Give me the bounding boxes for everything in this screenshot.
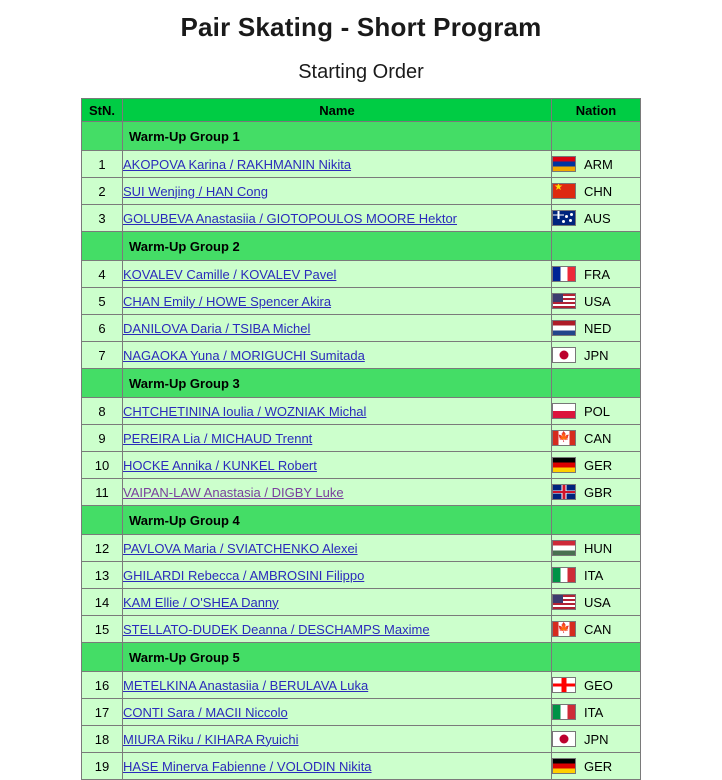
starting-order-table xyxy=(81,98,641,780)
skater-name-link[interactable]: STELLATO-DUDEK Deanna / DESCHAMPS Maxime xyxy=(123,621,430,637)
nation-code: FRA xyxy=(584,266,610,282)
skater-name-link[interactable]: NAGAOKA Yuna / MORIGUCHI Sumitada xyxy=(123,347,365,363)
table-body xyxy=(82,122,641,780)
nation-code: GEO xyxy=(584,677,613,693)
header-row xyxy=(82,99,641,122)
flag-icon xyxy=(552,594,576,610)
flag-icon xyxy=(552,266,576,282)
skater-name-link[interactable]: SUI Wenjing / HAN Cong xyxy=(123,183,268,199)
skater-name-cell xyxy=(123,261,552,288)
warm-up-group-label: Warm-Up Group 2 xyxy=(123,232,552,261)
warm-up-group-label: Warm-Up Group 3 xyxy=(123,369,552,398)
skater-name-link[interactable]: CHTCHETININA Ioulia / WOZNIAK Michal xyxy=(123,403,367,419)
page-title: Pair Skating - Short Program xyxy=(180,12,542,42)
table-row xyxy=(82,753,641,780)
column-header-nation: Nation xyxy=(552,99,641,122)
group-row-nation-spacer xyxy=(552,643,641,672)
nation-content xyxy=(552,266,640,282)
skater-name-cell xyxy=(123,452,552,479)
start-number: 11 xyxy=(82,479,123,506)
table-row xyxy=(82,589,641,616)
skater-name-cell xyxy=(123,753,552,780)
flag-icon xyxy=(552,621,576,637)
group-row-nation-spacer xyxy=(552,232,641,261)
nation-content xyxy=(552,594,640,610)
nation-content xyxy=(552,758,640,774)
table-row xyxy=(82,479,641,506)
flag-icon xyxy=(552,403,576,419)
nation-content xyxy=(552,457,640,473)
start-number: 2 xyxy=(82,178,123,205)
group-row-spacer xyxy=(82,122,123,151)
table-row xyxy=(82,261,641,288)
nation-code: JPN xyxy=(584,731,609,747)
skater-name-cell xyxy=(123,151,552,178)
warm-up-group-row xyxy=(82,369,641,398)
skater-name-link[interactable]: KOVALEV Camille / KOVALEV Pavel xyxy=(123,266,337,282)
start-number: 18 xyxy=(82,726,123,753)
start-number: 12 xyxy=(82,535,123,562)
nation-content xyxy=(552,430,640,446)
nation-content xyxy=(552,731,640,747)
table-row xyxy=(82,535,641,562)
group-row-spacer xyxy=(82,506,123,535)
start-number: 13 xyxy=(82,562,123,589)
nation-cell xyxy=(552,562,641,589)
skater-name-link[interactable]: MIURA Riku / KIHARA Ryuichi xyxy=(123,731,299,747)
flag-icon xyxy=(552,731,576,747)
nation-code: GER xyxy=(584,457,613,473)
start-number: 14 xyxy=(82,589,123,616)
nation-code: AUS xyxy=(584,210,611,226)
nation-code: ITA xyxy=(584,567,604,583)
group-row-spacer xyxy=(82,232,123,261)
table-row xyxy=(82,151,641,178)
nation-content xyxy=(552,567,640,583)
start-number: 7 xyxy=(82,342,123,369)
flag-icon xyxy=(552,457,576,473)
table-row xyxy=(82,452,641,479)
nation-cell xyxy=(552,535,641,562)
table-row xyxy=(82,616,641,643)
table-row xyxy=(82,205,641,232)
nation-code: GER xyxy=(584,758,613,774)
start-number: 9 xyxy=(82,425,123,452)
starting-order-table-wrap xyxy=(81,98,641,780)
table-row xyxy=(82,398,641,425)
skater-name-cell xyxy=(123,535,552,562)
nation-cell xyxy=(552,342,641,369)
table-row xyxy=(82,315,641,342)
table-row xyxy=(82,342,641,369)
nation-content xyxy=(552,183,640,199)
nation-content xyxy=(552,484,640,500)
nation-code: USA xyxy=(584,594,611,610)
nation-cell xyxy=(552,452,641,479)
group-row-nation-spacer xyxy=(552,369,641,398)
skater-name-link[interactable]: AKOPOVA Karina / RAKHMANIN Nikita xyxy=(123,156,352,172)
flag-icon xyxy=(552,430,576,446)
skater-name-link[interactable]: GOLUBEVA Anastasiia / GIOTOPOULOS MOORE Hektor xyxy=(123,210,458,226)
nation-cell xyxy=(552,398,641,425)
start-number: 1 xyxy=(82,151,123,178)
nation-code: ITA xyxy=(584,704,604,720)
warm-up-group-row xyxy=(82,122,641,151)
nation-code: POL xyxy=(584,403,611,419)
start-number: 8 xyxy=(82,398,123,425)
nation-cell xyxy=(552,616,641,643)
flag-icon xyxy=(552,567,576,583)
table-row xyxy=(82,562,641,589)
nation-cell xyxy=(552,315,641,342)
table-row xyxy=(82,178,641,205)
nation-content xyxy=(552,347,640,363)
nation-content xyxy=(552,540,640,556)
warm-up-group-row xyxy=(82,506,641,535)
skater-name-link[interactable]: DANILOVA Daria / TSIBA Michel xyxy=(123,320,311,336)
table-row xyxy=(82,672,641,699)
skater-name-cell xyxy=(123,589,552,616)
skater-name-cell xyxy=(123,726,552,753)
skater-name-cell xyxy=(123,398,552,425)
nation-cell xyxy=(552,753,641,780)
nation-code: HUN xyxy=(584,540,613,556)
skater-name-link[interactable]: KAM Ellie / O'SHEA Danny xyxy=(123,594,279,610)
group-row-nation-spacer xyxy=(552,122,641,151)
nation-content xyxy=(552,293,640,309)
group-row-spacer xyxy=(82,369,123,398)
skater-name-cell xyxy=(123,479,552,506)
nation-code: JPN xyxy=(584,347,609,363)
page-subtitle: Starting Order xyxy=(298,61,424,83)
skater-name-cell xyxy=(123,288,552,315)
start-number: 10 xyxy=(82,452,123,479)
start-number: 6 xyxy=(82,315,123,342)
skater-name-cell xyxy=(123,315,552,342)
skater-name-link[interactable]: CONTI Sara / MACII Niccolo xyxy=(123,704,288,720)
nation-cell xyxy=(552,288,641,315)
nation-code: GBR xyxy=(584,484,613,500)
nation-cell xyxy=(552,151,641,178)
start-number: 4 xyxy=(82,261,123,288)
nation-cell xyxy=(552,589,641,616)
nation-cell xyxy=(552,261,641,288)
flag-icon xyxy=(552,758,576,774)
table-header xyxy=(82,99,641,122)
nation-code: CAN xyxy=(584,430,612,446)
start-number: 17 xyxy=(82,699,123,726)
skater-name-link[interactable]: CHAN Emily / HOWE Spencer Akira xyxy=(123,293,332,309)
nation-code: CHN xyxy=(584,183,613,199)
nation-cell xyxy=(552,672,641,699)
warm-up-group-label: Warm-Up Group 1 xyxy=(123,122,552,151)
nation-content xyxy=(552,677,640,693)
start-number: 5 xyxy=(82,288,123,315)
start-number: 3 xyxy=(82,205,123,232)
flag-icon xyxy=(552,293,576,309)
skater-name-cell xyxy=(123,616,552,643)
nation-code: USA xyxy=(584,293,611,309)
skater-name-cell xyxy=(123,562,552,589)
flag-icon xyxy=(552,183,576,199)
nation-cell xyxy=(552,205,641,232)
nation-code: CAN xyxy=(584,621,612,637)
nation-cell xyxy=(552,479,641,506)
start-number: 16 xyxy=(82,672,123,699)
skater-name-link[interactable]: HOCKE Annika / KUNKEL Robert xyxy=(123,457,317,473)
nation-content xyxy=(552,403,640,419)
nation-content xyxy=(552,704,640,720)
skater-name-link[interactable]: PAVLOVA Maria / SVIATCHENKO Alexei xyxy=(123,540,358,556)
skater-name-link[interactable]: METELKINA Anastasiia / BERULAVA Luka xyxy=(123,677,369,693)
skater-name-link[interactable]: PEREIRA Lia / MICHAUD Trennt xyxy=(123,430,313,446)
table-row xyxy=(82,288,641,315)
flag-icon xyxy=(552,677,576,693)
nation-cell xyxy=(552,178,641,205)
flag-icon xyxy=(552,540,576,556)
warm-up-group-row xyxy=(82,232,641,261)
flag-icon xyxy=(552,320,576,336)
skater-name-link[interactable]: HASE Minerva Fabienne / VOLODIN Nikita xyxy=(123,758,372,774)
nation-code: ARM xyxy=(584,156,613,172)
column-header-name: Name xyxy=(123,99,552,122)
flag-icon xyxy=(552,484,576,500)
skater-name-link[interactable]: VAIPAN-LAW Anastasia / DIGBY Luke xyxy=(123,484,344,500)
table-row xyxy=(82,699,641,726)
skater-name-cell xyxy=(123,672,552,699)
warm-up-group-label: Warm-Up Group 4 xyxy=(123,506,552,535)
skater-name-cell xyxy=(123,699,552,726)
nation-content xyxy=(552,156,640,172)
nation-content xyxy=(552,621,640,637)
skater-name-cell xyxy=(123,205,552,232)
column-header-stn: StN. xyxy=(82,99,123,122)
skater-name-link[interactable]: GHILARDI Rebecca / AMBROSINI Filippo xyxy=(123,567,365,583)
skater-name-cell xyxy=(123,425,552,452)
skater-name-cell xyxy=(123,342,552,369)
skater-name-cell xyxy=(123,178,552,205)
warm-up-group-row xyxy=(82,643,641,672)
group-row-nation-spacer xyxy=(552,506,641,535)
nation-content xyxy=(552,320,640,336)
nation-content xyxy=(552,210,640,226)
flag-icon xyxy=(552,347,576,363)
table-row xyxy=(82,425,641,452)
nation-cell xyxy=(552,425,641,452)
start-number: 19 xyxy=(82,753,123,780)
flag-icon xyxy=(552,704,576,720)
nation-code: NED xyxy=(584,320,612,336)
start-number: 15 xyxy=(82,616,123,643)
warm-up-group-label: Warm-Up Group 5 xyxy=(123,643,552,672)
nation-cell xyxy=(552,726,641,753)
nation-cell xyxy=(552,699,641,726)
table-row xyxy=(82,726,641,753)
flag-icon xyxy=(552,156,576,172)
flag-icon xyxy=(552,210,576,226)
group-row-spacer xyxy=(82,643,123,672)
